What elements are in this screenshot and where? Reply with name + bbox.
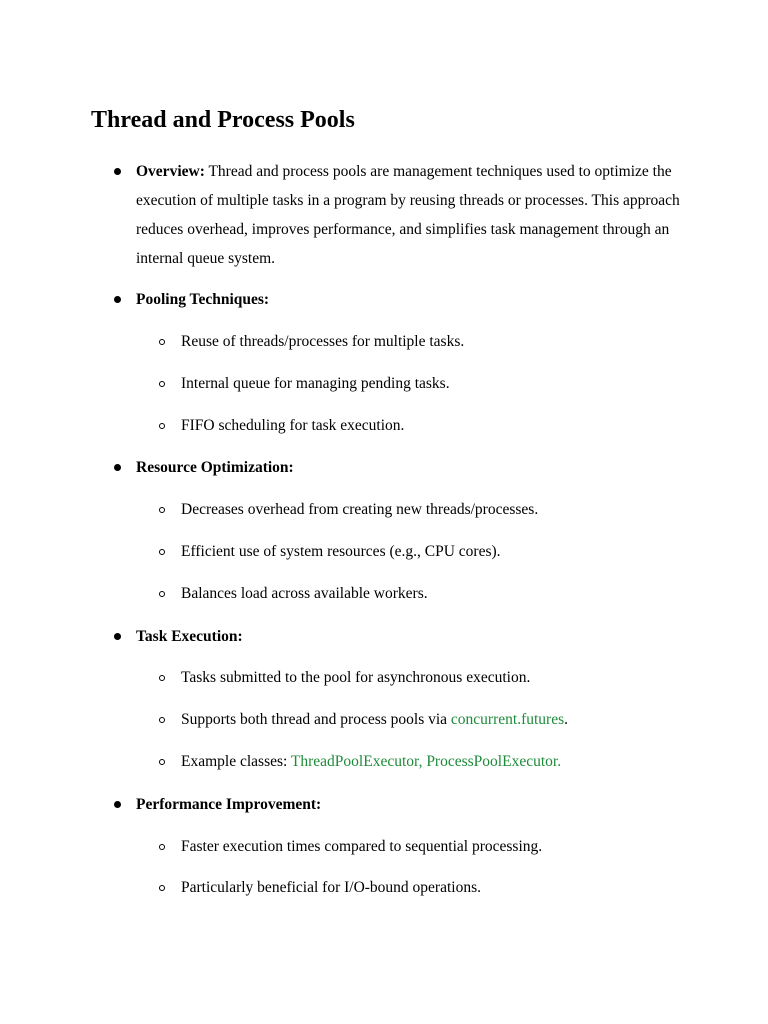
sub-item-text: Supports both thread and process pools via <box>181 711 451 728</box>
circle-bullet-icon <box>159 844 165 850</box>
sub-item <box>181 537 701 566</box>
code-concurrent-futures: concurrent.futures <box>450 711 565 728</box>
sub-item <box>181 705 701 734</box>
bullet-icon <box>114 168 121 175</box>
list-item-performance <box>136 790 684 819</box>
sub-item-text: Reuse of threads/processes for multiple tasks. <box>181 333 465 350</box>
circle-bullet-icon <box>159 717 165 723</box>
list-item-task <box>136 622 684 651</box>
sub-item-text: Particularly beneficial for I/O-bound operations. <box>181 879 481 896</box>
bullet-icon <box>114 296 121 303</box>
resource-label: Resource Optimization: <box>136 459 294 476</box>
sub-item <box>181 832 701 861</box>
code-processpoolexecutor: ProcessPoolExecutor <box>426 753 558 770</box>
circle-bullet-icon <box>159 675 165 681</box>
circle-bullet-icon <box>159 885 165 891</box>
circle-bullet-icon <box>159 507 165 513</box>
sub-item-text: Balances load across available workers. <box>181 585 428 602</box>
sub-item-text: Efficient use of system resources (e.g., CPU cores). <box>181 543 501 560</box>
sub-item-text: Tasks submitted to the pool for asynchronous execution. <box>181 669 531 686</box>
circle-bullet-icon <box>159 549 165 555</box>
sub-item <box>181 495 701 524</box>
circle-bullet-icon <box>159 423 165 429</box>
list-item-overview <box>136 157 684 273</box>
sub-item <box>181 747 701 776</box>
sub-item-text: Internal queue for managing pending tasks. <box>181 375 450 392</box>
sub-item-text: FIFO scheduling for task execution. <box>181 417 405 434</box>
circle-bullet-icon <box>159 759 165 765</box>
sub-item <box>181 411 701 440</box>
sub-item <box>181 579 701 608</box>
circle-bullet-icon <box>159 591 165 597</box>
bullet-icon <box>114 801 121 808</box>
performance-label: Performance Improvement: <box>136 796 322 813</box>
punctuation: . <box>557 753 562 770</box>
punctuation: . <box>564 711 568 728</box>
overview-label: Overview: <box>136 163 205 180</box>
pooling-label: Pooling Techniques: <box>136 291 270 308</box>
sub-item-text: Decreases overhead from creating new threads/processes. <box>181 501 539 518</box>
list-item-pooling <box>136 285 684 314</box>
code-threadpoolexecutor: ThreadPoolExecutor <box>290 753 419 770</box>
sub-item <box>181 327 701 356</box>
sub-item-text: Example classes: <box>181 753 291 770</box>
bullet-icon <box>114 633 121 640</box>
sub-item <box>181 873 701 902</box>
sub-item <box>181 663 701 692</box>
page-title: Thread and Process Pools <box>91 107 355 133</box>
bullet-icon <box>114 464 121 471</box>
circle-bullet-icon <box>159 339 165 345</box>
sub-item <box>181 369 701 398</box>
code-separator: , <box>418 753 427 770</box>
sub-item-text: Faster execution times compared to sequential processing. <box>181 838 543 855</box>
overview-text: Thread and process pools are management techniques used to optimize the execution of multiple tasks in a program by reusing threads or processes. This approach reduces overhead, improves performance, and simplifies task management through an internal queue system. <box>136 163 680 267</box>
circle-bullet-icon <box>159 381 165 387</box>
task-label: Task Execution: <box>136 628 243 645</box>
list-item-resource <box>136 453 684 482</box>
